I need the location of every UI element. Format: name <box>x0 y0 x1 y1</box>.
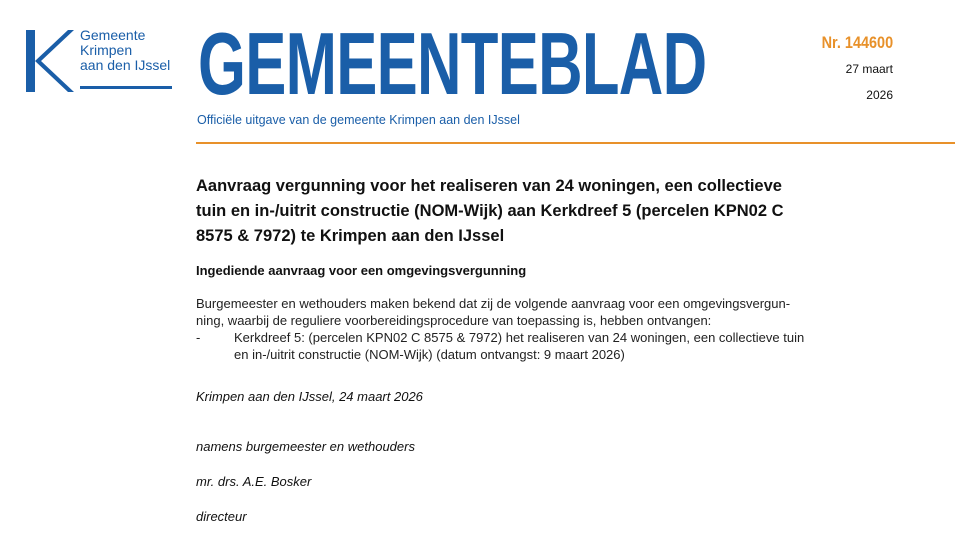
article-body <box>196 295 896 329</box>
article-title-line: tuin en in-/uitrit constructie (NOM-Wijk) aan Kerkdreef 5 (percelen KPN02 C <box>196 202 784 220</box>
body-line: Burgemeester en wethouders maken bekend dat zij de volgende aanvraag voor een omgevingsvergun- <box>196 296 791 311</box>
on-behalf-of: namens burgemeester en wethouders <box>196 439 415 454</box>
body-line: ning, waarbij de reguliere voorbereidingsprocedure van toepassing is, hebben ontvangen: <box>196 313 712 328</box>
bullet-line: Kerkdreef 5: (percelen KPN02 C 8575 & 7972) het realiseren van 24 woningen, een collectieve tuin <box>234 330 805 345</box>
logo-line-2: Krimpen <box>80 42 133 58</box>
logo-k-mark <box>24 28 76 94</box>
article-title-line: Aanvraag vergunning voor het realiseren van 24 woningen, een collectieve <box>196 177 782 195</box>
article-title-line: 8575 & 7972) te Krimpen aan den IJssel <box>196 227 505 245</box>
header-divider <box>196 142 955 144</box>
bullet-line: en in-/uitrit constructie (NOM-Wijk) (datum ontvangst: 9 maart 2026) <box>234 347 625 362</box>
place-and-date: Krimpen aan den IJssel, 24 maart 2026 <box>196 389 423 404</box>
logo-underline <box>80 86 172 89</box>
issue-number: Nr. 144600 <box>821 33 893 52</box>
signatory-name: mr. drs. A.E. Bosker <box>196 474 312 489</box>
logo-line-1: Gemeente <box>80 27 146 43</box>
municipality-logo <box>24 28 174 94</box>
publication-subtitle: Officiële uitgave van de gemeente Krimpen aan den IJssel <box>197 113 520 127</box>
article-subheading: Ingediende aanvraag voor een omgevingsvergunning <box>196 263 527 278</box>
issue-date-day-month: 27 maart <box>845 62 893 76</box>
issue-date-year: 2026 <box>866 88 893 102</box>
bullet-dash: - <box>196 330 201 345</box>
logo-line-3: aan den IJssel <box>80 57 171 73</box>
signatory-role: directeur <box>196 509 247 524</box>
publication-title: GEMEENTEBLAD <box>198 14 707 113</box>
article-title <box>196 174 896 249</box>
logo-wordmark <box>80 28 170 73</box>
